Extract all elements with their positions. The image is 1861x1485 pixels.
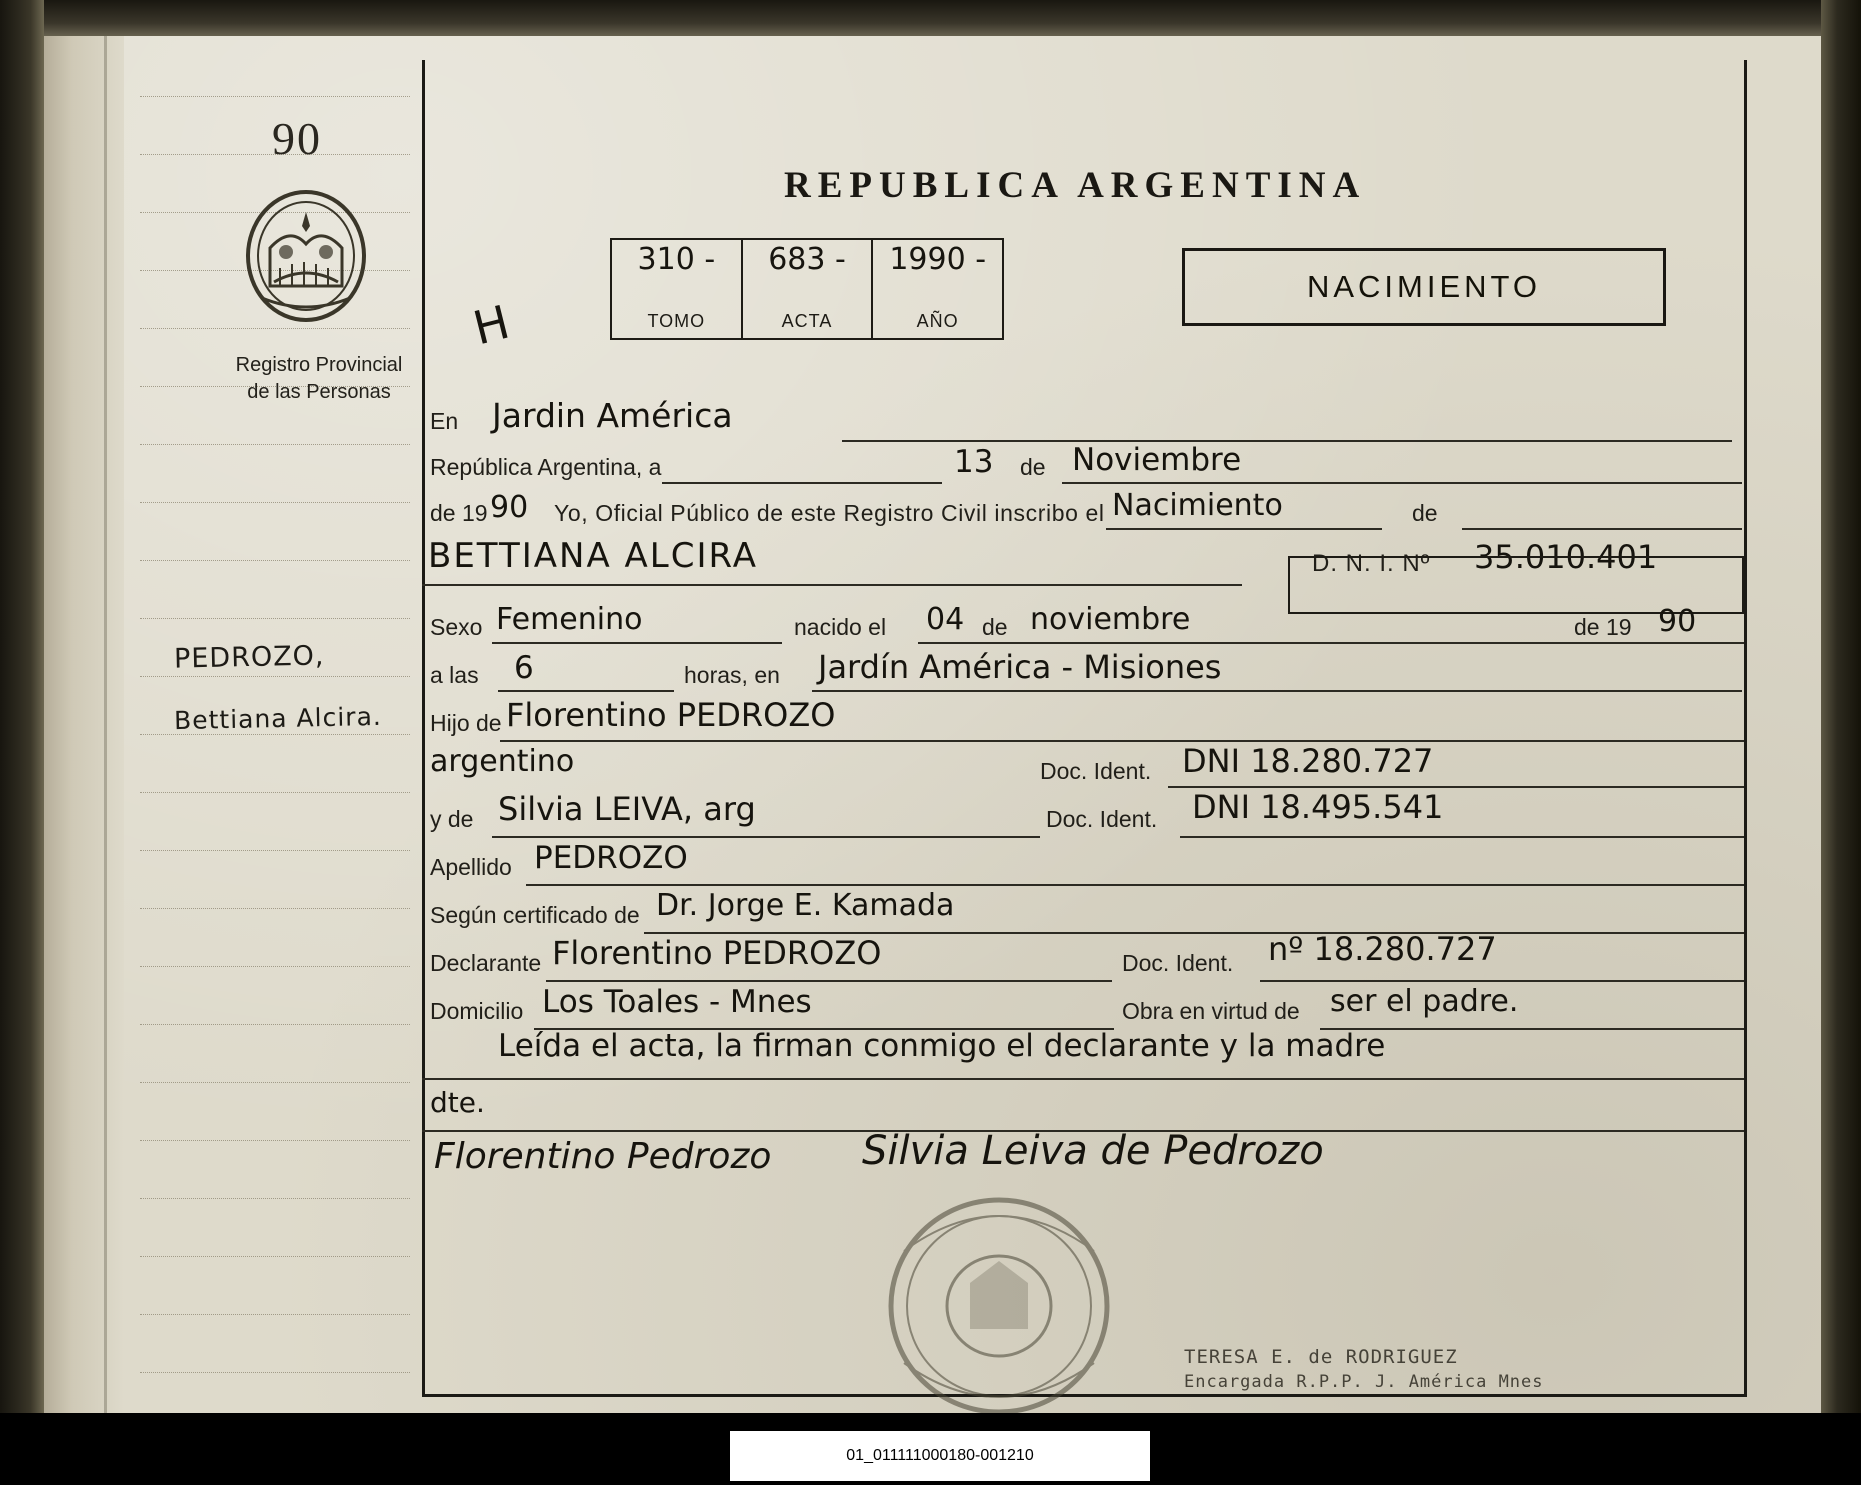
value-mes-nacimiento: noviembre <box>1030 602 1191 637</box>
value-sexo: Femenino <box>496 602 643 637</box>
form-line-padre-doc <box>422 742 1747 796</box>
book-edge-right <box>1821 0 1861 1485</box>
label-republica-argentina: República Argentina, a <box>430 454 662 480</box>
record-value-anio: 1990 - <box>889 242 987 277</box>
value-anio-acta: 90 <box>490 490 529 525</box>
label-y-de: y de <box>430 806 474 832</box>
value-padre-nacionalidad: argentino <box>430 744 575 779</box>
label-hijo-de: Hijo de <box>430 710 502 736</box>
form-line-oficial <box>422 488 1747 538</box>
value-doc-padre: DNI 18.280.727 <box>1182 742 1434 780</box>
registry-caption-line-1: Registro Provincial <box>235 354 403 376</box>
label-de-19: de 19 <box>430 500 488 526</box>
official-stamp-name: TERESA E. de RODRIGUEZ <box>1184 1346 1458 1368</box>
form-line-padre <box>422 698 1747 748</box>
margin-note-given-names: Bettiana Alcira. <box>173 701 383 736</box>
value-lugar-nacimiento: Jardín América - Misiones <box>818 648 1222 686</box>
label-de-3: de <box>982 614 1008 640</box>
value-doc-declarante: nº 18.280.727 <box>1268 930 1497 968</box>
official-stamp-title: Encargada R.P.P. J. América Mnes <box>1184 1372 1544 1392</box>
label-apellido: Apellido <box>430 854 512 880</box>
footer-bar <box>0 1413 1861 1485</box>
value-certificado-medico: Dr. Jorge E. Kamada <box>656 888 955 923</box>
value-tipo-inscripcion: Nacimiento <box>1112 488 1283 523</box>
official-round-stamp-icon <box>874 1191 1124 1421</box>
label-doc-ident-3: Doc. Ident. <box>1122 950 1234 976</box>
form-line-declarante <box>422 930 1747 988</box>
page-number: 90 <box>272 113 322 164</box>
label-segun-certificado: Según certificado de <box>430 902 640 928</box>
record-label-tomo: TOMO <box>647 311 706 331</box>
value-hora: 6 <box>514 650 534 686</box>
form-line-apellido <box>422 842 1747 892</box>
value-domicilio: Los Toales - Mnes <box>542 984 812 1020</box>
value-nombre-inscripto: BETTIANA ALCIRA <box>428 536 759 576</box>
form-line-sexo-nacimiento <box>422 602 1747 652</box>
margin-note-surname: PEDROZO, <box>173 640 325 675</box>
provincial-coat-of-arms-icon <box>240 186 372 326</box>
form-line-fecha-acta <box>422 442 1747 492</box>
label-nacido-el: nacido el <box>794 614 887 640</box>
handwritten-scribble-mark: H <box>467 294 515 356</box>
registry-caption-line-2: de las Personas <box>247 381 391 403</box>
record-column-acta <box>743 240 874 338</box>
label-doc-ident-2: Doc. Ident. <box>1046 806 1158 832</box>
label-yo-oficial-publico: Yo, Oficial Público de este Registro Civil inscribo el <box>554 500 1105 526</box>
footer-identifier: 01_011111000180-001210 <box>846 1447 1034 1464</box>
official-signature-stamp <box>1184 1346 1544 1392</box>
label-horas-en: horas, en <box>684 662 780 688</box>
label-obra-en-virtud: Obra en virtud de <box>1122 998 1300 1024</box>
signature-madre: Silvia Leiva de Pedrozo <box>862 1128 1324 1174</box>
value-padre: Florentino PEDROZO <box>506 696 836 734</box>
value-texto-cierre-2: dte. <box>430 1086 485 1119</box>
record-value-tomo: 310 - <box>637 242 716 277</box>
record-column-anio <box>873 240 1002 338</box>
form-line-madre <box>422 788 1747 844</box>
label-dni: D. N. I. Nº <box>1312 550 1431 577</box>
value-dia-nacimiento: 04 <box>926 602 965 637</box>
form-line-cierre <box>422 1028 1747 1084</box>
record-value-acta: 683 - <box>768 242 846 277</box>
label-declarante: Declarante <box>430 950 542 976</box>
form-line-lugar <box>422 396 1747 446</box>
label-domicilio: Domicilio <box>430 998 524 1024</box>
ledger-paper <box>44 36 1821 1414</box>
footer-identifier-box <box>730 1431 1150 1481</box>
record-column-tomo <box>612 240 743 338</box>
value-madre: Silvia LEIVA, arg <box>498 790 756 828</box>
record-label-anio: AÑO <box>916 311 959 331</box>
registry-caption <box>204 352 434 406</box>
form-line-certificado <box>422 890 1747 940</box>
book-edge-left <box>0 0 44 1485</box>
record-label-acta: ACTA <box>781 311 833 331</box>
paper-fold-line <box>104 36 107 1414</box>
value-texto-cierre: Leída el acta, la firman conmigo el declarante y la madre <box>498 1028 1386 1064</box>
value-mes: Noviembre <box>1072 442 1242 478</box>
value-dia: 13 <box>954 444 994 480</box>
value-doc-madre: DNI 18.495.541 <box>1192 788 1444 826</box>
label-a-las: a las <box>430 662 479 688</box>
value-lugar: Jardin América <box>492 396 733 435</box>
value-anio-nacimiento: 90 <box>1658 604 1697 639</box>
value-obra-en-virtud: ser el padre. <box>1330 984 1519 1019</box>
page-title: REPUBLICA ARGENTINA <box>784 165 1367 206</box>
label-de-19-nacimiento: de 19 <box>1574 614 1632 640</box>
form-line-cierre-2 <box>422 1082 1747 1132</box>
label-de-1: de <box>1020 454 1046 480</box>
value-apellido: PEDROZO <box>534 840 688 876</box>
signature-declarante: Florentino Pedrozo <box>434 1136 772 1177</box>
record-type-label: NACIMIENTO <box>1306 269 1542 304</box>
record-reference-box <box>610 238 1004 340</box>
form-line-hora-lugar <box>422 650 1747 700</box>
label-doc-ident-1: Doc. Ident. <box>1040 758 1152 784</box>
value-declarante: Florentino PEDROZO <box>552 934 882 972</box>
record-type-box <box>1182 248 1666 326</box>
label-sexo: Sexo <box>430 614 483 640</box>
paper-margin-strip <box>44 36 124 1414</box>
label-en: En <box>430 408 459 434</box>
value-dni: 35.010.401 <box>1474 538 1658 576</box>
label-de-2: de <box>1412 500 1438 526</box>
